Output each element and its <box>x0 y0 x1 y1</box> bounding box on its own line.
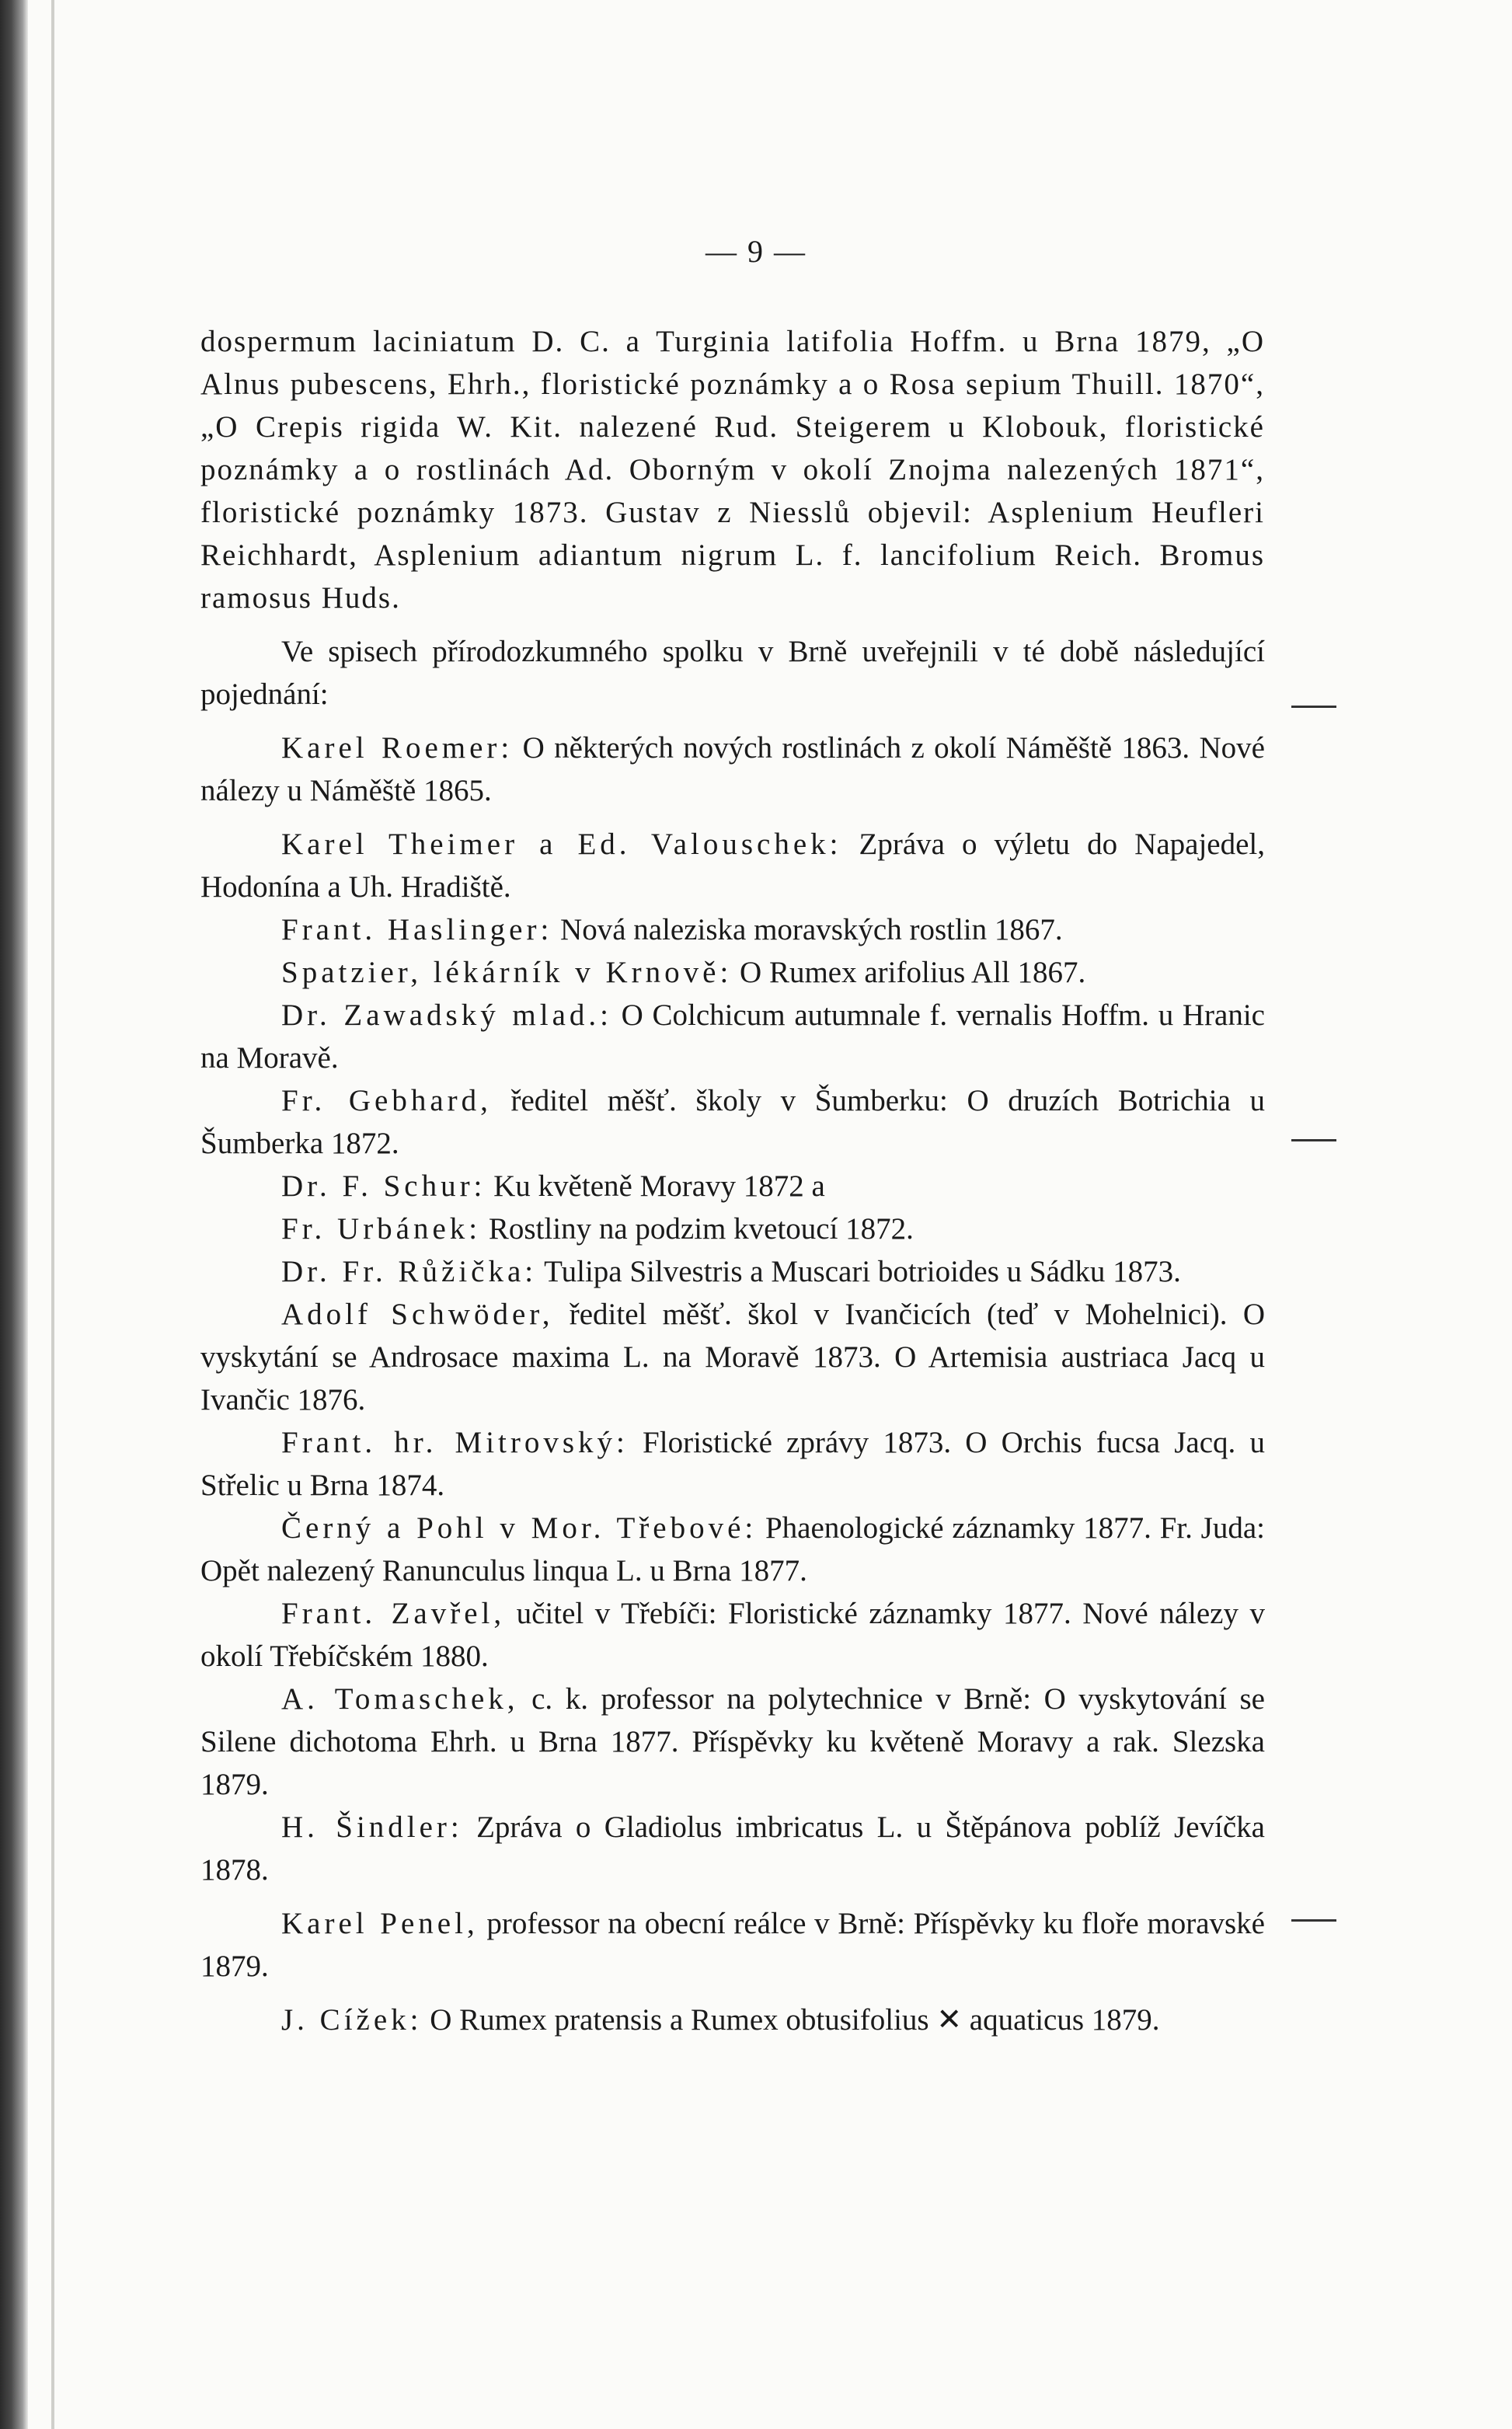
entry-paragraph <box>200 1902 1265 1988</box>
entry-paragraph <box>200 1079 1265 1165</box>
entry-text: ředitel měšť. školy v Šumberku: O druzích Botrichia u Šumberka 1872. <box>200 1084 1265 1160</box>
entry-author: Karel Theimer a Ed. Valouschek: <box>281 828 842 861</box>
entry-text: Rostliny na podzim kvetoucí 1872. <box>481 1212 914 1246</box>
entry-paragraph <box>200 727 1265 812</box>
entry-paragraph <box>200 994 1265 1079</box>
margin-mark <box>1291 1139 1336 1141</box>
entry-author: Dr. Fr. Růžička: <box>281 1255 538 1288</box>
entry-paragraph <box>200 908 1265 951</box>
entry-author: Černý a Pohl v Mor. Třebové: <box>281 1511 758 1545</box>
entry-paragraph <box>200 1250 1265 1293</box>
entry-text: O některých nových rostlinách z okolí Náměště 1863. Nové nálezy u Náměště 1865. <box>200 731 1265 807</box>
entry-author: J. Cížek: <box>281 2003 423 2037</box>
entry-paragraph <box>200 823 1265 908</box>
entry-author: Adolf Schwöder, <box>281 1298 554 1331</box>
entry-text: Phaenologické záznamky 1877. Fr. Juda: Opět nalezený Ranunculus linqua L. u Brna 1877. <box>200 1511 1265 1587</box>
entry-author: Fr. Gebhard, <box>281 1084 492 1117</box>
entry-text: O Colchicum autumnale f. vernalis Hoffm. u Hranic na Moravě. <box>200 998 1265 1075</box>
entry-text: Nová naleziska moravských rostlin 1867. <box>552 913 1063 946</box>
entry-paragraph <box>200 1999 1265 2041</box>
entry-text: O Rumex arifolius All 1867. <box>732 956 1086 989</box>
entry-paragraph <box>200 1208 1265 1250</box>
margin-mark <box>1291 706 1336 708</box>
entry-author: Dr. Zawadský mlad.: <box>281 998 612 1032</box>
entry-text: Zpráva o výletu do Napajedel, Hodonína a Uh. Hradiště. <box>200 828 1265 904</box>
entry-author: A. Tomaschek, <box>281 1682 519 1716</box>
entry-text: Zpráva o Gladiolus imbricatus L. u Štěpánova poblíž Jevíčka 1878. <box>200 1810 1265 1887</box>
entry-paragraph <box>200 1165 1265 1208</box>
entry-paragraph <box>200 1507 1265 1592</box>
entry-paragraph <box>200 1678 1265 1806</box>
entry-text: Tulipa Silvestris a Muscari botrioides u Sádku 1873. <box>537 1255 1181 1288</box>
entry-text: Ku květeně Moravy 1872 a <box>486 1169 825 1203</box>
entry-text: učitel v Třebíči: Floristické záznamky 1877. Nové nálezy v okolí Třebíčském 1880. <box>200 1597 1265 1673</box>
entry-author: Spatzier, lékárník v Krnově: <box>281 956 733 989</box>
entry-text: Floristické zprávy 1873. O Orchis fucsa Jacq. u Střelic u Brna 1874. <box>200 1426 1265 1502</box>
entry-paragraph <box>200 1806 1265 1891</box>
entry-author: Karel Penel, <box>281 1907 479 1940</box>
entry-text: O Rumex pratensis a Rumex obtusifolius ✕ aquaticus 1879. <box>422 2003 1160 2037</box>
entry-paragraph <box>200 1293 1265 1421</box>
entry-author: Frant. Haslinger: <box>281 913 553 946</box>
entry-paragraph <box>200 1592 1265 1678</box>
entry-paragraph <box>200 1421 1265 1507</box>
margin-mark <box>1291 1919 1336 1922</box>
entry-author: Dr. F. Schur: <box>281 1169 486 1203</box>
entry-paragraph <box>200 951 1265 994</box>
lead-paragraph: Ve spisech přírodozkumného spolku v Brně uveřejnili v té době následující pojednání: <box>200 635 1265 711</box>
entry-author: Karel Roemer: <box>281 731 514 765</box>
entry-text: professor na obecní reálce v Brně: Příspěvky ku floře moravské 1879. <box>200 1907 1265 1983</box>
page-fold-line <box>51 0 54 2429</box>
entry-text: c. k. professor na polytechnice v Brně: O vyskytování se Silene dichotoma Ehrh. u Brna 1877. Příspěvky ku květeně Moravy a rak. Slezska 1879. <box>200 1682 1265 1801</box>
intro-paragraph: dospermum laciniatum D. C. a Turginia latifolia Hoffm. u Brna 1879, „O Alnus pubescens, Ehrh., floristické poznámky a o Rosa sepium Thuill. 1870“, „O Crepis rigida W. Kit. nalezené Rud. Steigerem u Klobouk, floristické poznámky a o rostlinách Ad. Oborným v okolí Znojma nalezených 1871“, floristické poznámky 1873. Gustav z Niesslů objevil: Asplenium Heufleri Reichhardt, Asplenium adiantum nigrum L. f. lancifolium Reich. Bromus ramosus Huds. <box>200 325 1265 615</box>
body-text <box>200 320 1265 2041</box>
scan-edge-shadow <box>0 0 28 2429</box>
entry-author: Frant. Zavřel, <box>281 1597 506 1630</box>
page-number: — 9 — <box>705 234 807 269</box>
entry-author: Frant. hr. Mitrovský: <box>281 1426 629 1459</box>
entry-author: Fr. Urbánek: <box>281 1212 482 1246</box>
entry-text: ředitel měšť. škol v Ivančicích (teď v Mohelnici). O vyskytání se Androsace maxima L. na Moravě 1873. O Artemisia austriaca Jacq u Ivančic 1876. <box>200 1298 1266 1417</box>
entry-author: H. Šindler: <box>281 1810 463 1844</box>
